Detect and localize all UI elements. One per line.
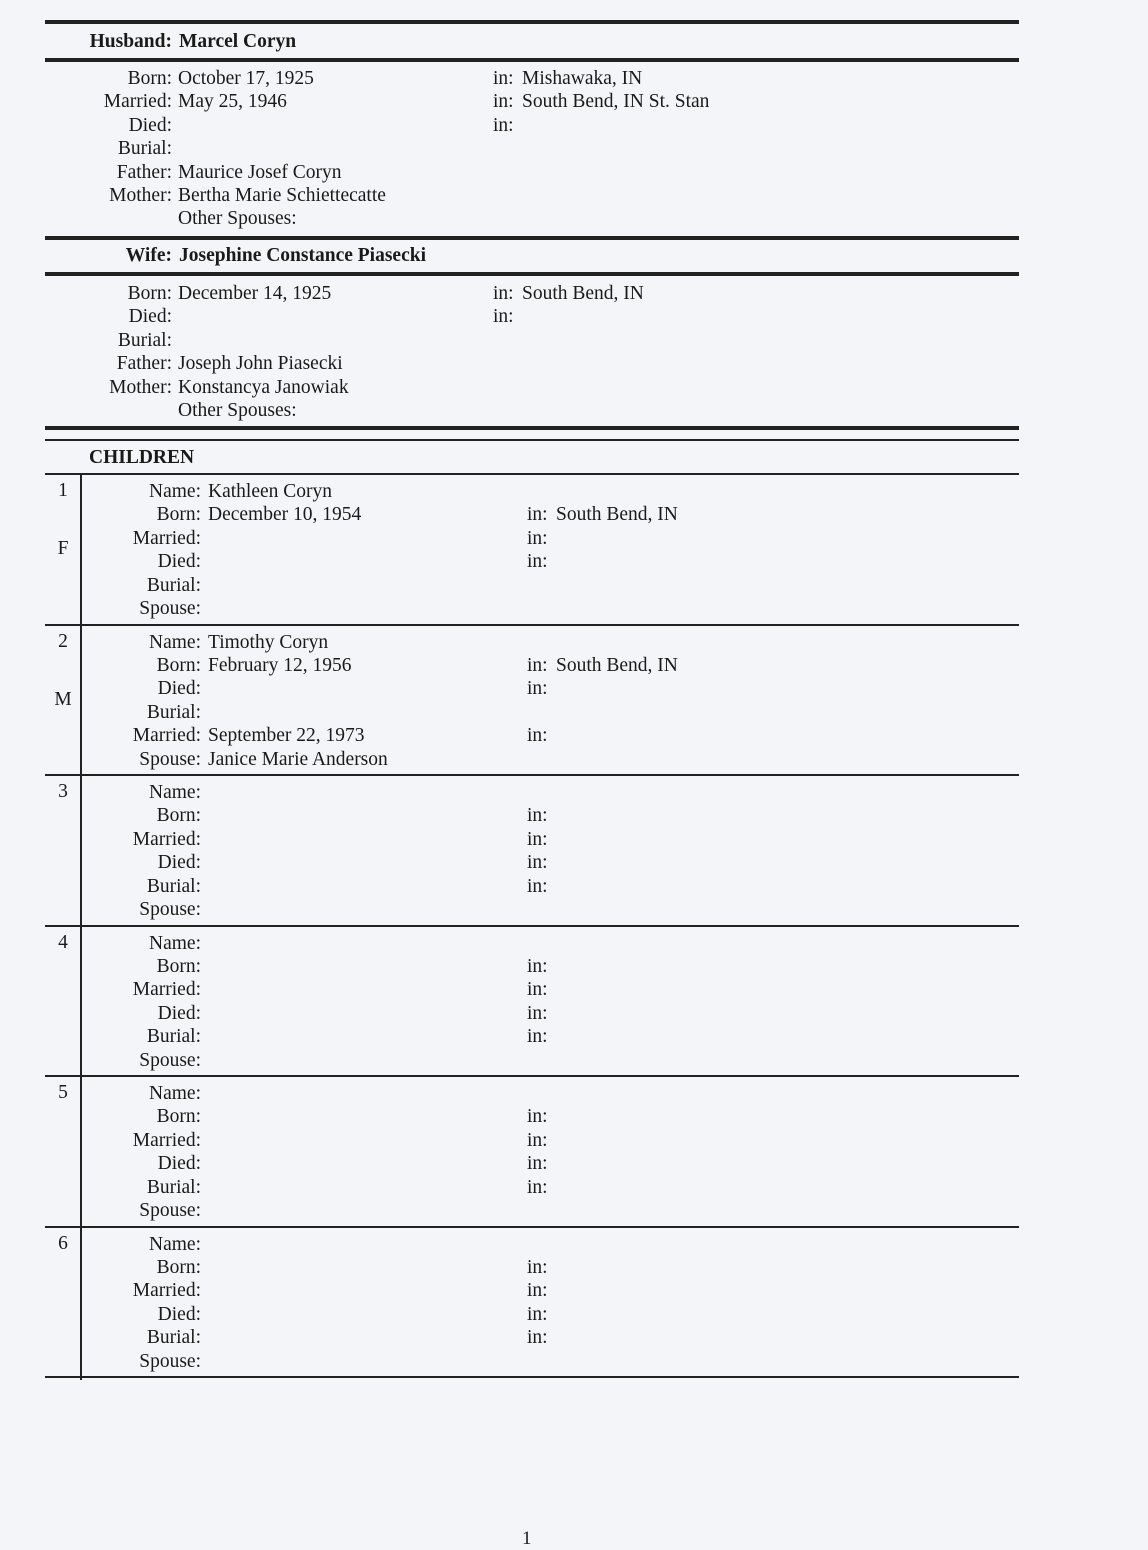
divider <box>45 624 1019 626</box>
field-label: Burial: <box>146 1176 201 1198</box>
detail-row <box>0 1233 1148 1256</box>
field-label: Mother: <box>109 185 172 206</box>
detail-row <box>0 1199 1148 1222</box>
field-label: Married: <box>132 1280 201 1302</box>
field-value: Kathleen Coryn <box>208 481 333 502</box>
detail-row <box>0 1152 1148 1175</box>
detail-row <box>0 1105 1148 1128</box>
field-label: Spouse: <box>139 598 201 619</box>
field-label: Died: <box>157 1002 201 1024</box>
child-sex: M <box>54 688 72 710</box>
place-value: South Bend, IN <box>522 283 644 304</box>
field-label: Married: <box>132 979 201 1001</box>
wife-name: Josephine Constance Piasecki <box>179 245 427 266</box>
field-value: Other Spouses: <box>178 208 297 230</box>
field-label: Father: <box>116 161 172 183</box>
place-label: in: <box>527 955 548 977</box>
detail-row <box>0 1350 1148 1373</box>
place-label: in: <box>527 1002 548 1024</box>
divider <box>45 473 1019 475</box>
field-label: Spouse: <box>139 1350 201 1372</box>
detail-row <box>0 781 1148 804</box>
detail-row <box>0 137 1148 160</box>
field-label: Married: <box>132 828 201 850</box>
detail-row <box>0 550 1148 573</box>
field-value: Joseph John Piasecki <box>178 353 343 375</box>
detail-row <box>0 804 1148 827</box>
detail-row <box>0 654 1148 677</box>
field-label: Mother: <box>109 376 172 398</box>
detail-row <box>0 574 1148 597</box>
place-value: Mishawaka, IN <box>522 68 643 89</box>
field-label: Name: <box>149 631 201 653</box>
field-label: Born: <box>156 1256 201 1278</box>
detail-row <box>0 1303 1148 1326</box>
detail-row <box>0 1176 1148 1199</box>
place-label: in: <box>527 654 548 676</box>
detail-row <box>0 1049 1148 1072</box>
detail-row <box>0 67 1148 90</box>
divider <box>45 426 1019 430</box>
detail-row <box>0 701 1148 724</box>
place-label: in: <box>493 114 514 136</box>
place-label: in: <box>527 527 548 549</box>
field-value: Timothy Coryn <box>208 631 329 653</box>
detail-row <box>0 978 1148 1001</box>
place-value: South Bend, IN St. Stan <box>522 91 710 113</box>
place-label: in: <box>527 1327 548 1349</box>
field-label: Died: <box>157 1153 201 1175</box>
field-label: Name: <box>149 932 201 954</box>
field-label: Burial: <box>146 875 201 897</box>
field-value: Other Spouses: <box>178 400 297 421</box>
place-label: in: <box>527 504 548 526</box>
field-label: Married: <box>132 1129 201 1151</box>
field-label: Married: <box>132 725 201 747</box>
field-label: Died: <box>157 852 201 874</box>
place-label: in: <box>493 91 514 113</box>
divider <box>45 774 1019 776</box>
place-label: in: <box>527 1303 548 1325</box>
divider <box>45 1226 1019 1228</box>
field-label: Died: <box>128 114 172 136</box>
place-label: in: <box>493 306 514 328</box>
wife-label: Wife: <box>125 245 172 266</box>
place-label: in: <box>527 828 548 850</box>
field-label: Spouse: <box>139 899 201 920</box>
field-value: Janice Marie Anderson <box>208 748 388 770</box>
place-label: in: <box>527 1129 548 1151</box>
place-value: South Bend, IN <box>556 654 678 676</box>
detail-row <box>0 282 1148 305</box>
field-label: Burial: <box>146 1026 201 1048</box>
child-number: 2 <box>58 630 68 652</box>
field-label: Father: <box>116 353 172 375</box>
divider <box>45 439 1019 441</box>
place-label: in: <box>527 1176 548 1198</box>
detail-row <box>0 527 1148 550</box>
field-label: Spouse: <box>139 1049 201 1071</box>
child-number: 6 <box>58 1232 68 1254</box>
detail-row <box>0 631 1148 654</box>
field-label: Born: <box>156 1106 201 1128</box>
field-label: Name: <box>149 782 201 803</box>
detail-row <box>0 1082 1148 1105</box>
divider <box>45 272 1019 276</box>
detail-row <box>0 597 1148 620</box>
place-label: in: <box>493 68 514 89</box>
divider <box>45 58 1019 62</box>
detail-row <box>0 480 1148 503</box>
detail-row <box>0 828 1148 851</box>
field-label: Spouse: <box>139 748 201 770</box>
detail-row <box>0 851 1148 874</box>
detail-row <box>0 932 1148 955</box>
field-label: Died: <box>128 306 172 328</box>
detail-row <box>0 898 1148 921</box>
field-value: December 10, 1954 <box>208 504 362 526</box>
detail-row <box>0 875 1148 898</box>
detail-row <box>0 114 1148 137</box>
divider <box>45 20 1019 24</box>
husband-name: Marcel Coryn <box>179 31 297 52</box>
detail-row <box>0 748 1148 771</box>
detail-row <box>0 1129 1148 1152</box>
child-number: 5 <box>58 1082 68 1103</box>
field-label: Burial: <box>117 329 172 351</box>
field-label: Died: <box>157 551 201 573</box>
place-label: in: <box>527 852 548 874</box>
detail-row <box>0 161 1148 184</box>
detail-row <box>0 1002 1148 1025</box>
detail-row <box>0 305 1148 328</box>
place-label: in: <box>527 1106 548 1128</box>
child-number: 4 <box>58 931 68 953</box>
detail-row <box>0 376 1148 399</box>
divider <box>45 925 1019 927</box>
place-label: in: <box>527 1026 548 1048</box>
field-label: Name: <box>149 1083 201 1104</box>
place-label: in: <box>527 1153 548 1175</box>
detail-row <box>0 184 1148 207</box>
field-label: Burial: <box>146 1327 201 1349</box>
field-label: Born: <box>156 504 201 526</box>
field-label: Born: <box>156 955 201 977</box>
detail-row <box>0 1025 1148 1048</box>
detail-row <box>0 399 1148 422</box>
field-label: Born: <box>127 68 172 89</box>
detail-row <box>0 955 1148 978</box>
place-label: in: <box>493 283 514 304</box>
place-label: in: <box>527 979 548 1001</box>
place-label: in: <box>527 1280 548 1302</box>
field-label: Born: <box>156 654 201 676</box>
field-label: Died: <box>157 678 201 700</box>
detail-row <box>0 1279 1148 1302</box>
place-label: in: <box>527 805 548 827</box>
field-value: May 25, 1946 <box>178 91 287 113</box>
detail-row <box>0 503 1148 526</box>
place-label: in: <box>527 875 548 897</box>
divider <box>45 1075 1019 1077</box>
divider <box>45 1376 1019 1378</box>
field-value: October 17, 1925 <box>178 68 314 89</box>
page-number: 1 <box>522 1528 532 1549</box>
field-value: December 14, 1925 <box>178 283 332 304</box>
field-label: Died: <box>157 1303 201 1325</box>
detail-row <box>0 677 1148 700</box>
detail-row <box>0 1326 1148 1349</box>
field-value: Konstancya Janowiak <box>178 376 349 398</box>
field-label: Married: <box>103 91 172 113</box>
place-label: in: <box>527 551 548 573</box>
field-label: Spouse: <box>139 1200 201 1221</box>
field-value: Maurice Josef Coryn <box>178 161 342 183</box>
children-title: CHILDREN <box>89 447 195 468</box>
field-label: Born: <box>127 283 172 304</box>
field-value: Bertha Marie Schiettecatte <box>178 185 386 206</box>
field-label: Burial: <box>146 574 201 596</box>
detail-row <box>0 207 1148 230</box>
place-label: in: <box>527 725 548 747</box>
detail-row <box>0 724 1148 747</box>
divider <box>45 236 1019 240</box>
husband-label: Husband: <box>89 31 172 52</box>
field-label: Born: <box>156 805 201 827</box>
detail-row <box>0 329 1148 352</box>
detail-row <box>0 352 1148 375</box>
child-number: 3 <box>58 781 68 802</box>
field-value: September 22, 1973 <box>208 725 365 747</box>
child-number: 1 <box>58 480 68 501</box>
detail-row <box>0 90 1148 113</box>
child-sex: F <box>57 538 69 559</box>
detail-row <box>0 1256 1148 1279</box>
field-value: February 12, 1956 <box>208 654 352 676</box>
place-value: South Bend, IN <box>556 504 678 526</box>
place-label: in: <box>527 678 548 700</box>
place-label: in: <box>527 1256 548 1278</box>
field-label: Burial: <box>146 701 201 723</box>
field-label: Married: <box>132 527 201 549</box>
field-label: Name: <box>149 1233 201 1255</box>
field-label: Name: <box>149 481 201 502</box>
field-label: Burial: <box>117 138 172 160</box>
